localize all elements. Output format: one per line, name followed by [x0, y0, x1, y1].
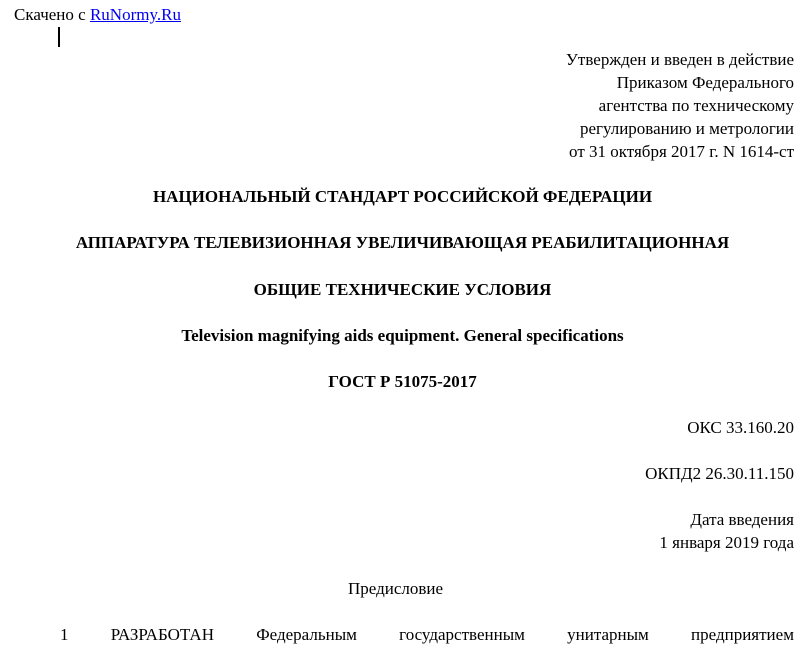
item-number: 1: [60, 625, 69, 644]
national-standard-title: НАЦИОНАЛЬНЫЙ СТАНДАРТ РОССИЙСКОЙ ФЕДЕРАЦИИ: [152, 187, 653, 206]
item-word: предприятием: [691, 625, 794, 644]
preface-item-1: [60, 624, 794, 646]
item-word: РАЗРАБОТАН: [110, 625, 214, 644]
okpd-code: ОКПД2 26.30.11.150: [645, 464, 794, 483]
download-prefix: Скачено с: [14, 5, 86, 24]
gost-number: ГОСТ Р 51075-2017: [328, 372, 477, 391]
item-word: унитарным: [567, 625, 649, 644]
item-word: Федеральным: [256, 625, 357, 644]
intro-date-value: 1 января 2019 года: [659, 533, 794, 552]
preface-heading: Предисловие: [348, 579, 444, 598]
approval-line: регулированию и метрологии: [579, 119, 794, 138]
equipment-title: АППАРАТУРА ТЕЛЕВИЗИОННАЯ УВЕЛИЧИВАЮЩАЯ РЕАБИЛИТАЦИОННАЯ: [75, 233, 730, 252]
runormy-link[interactable]: RuNormy.Ru: [89, 5, 181, 24]
general-specs-title: ОБЩИЕ ТЕХНИЧЕСКИЕ УСЛОВИЯ: [253, 280, 552, 299]
english-title: Television magnifying aids equipment. General specifications: [181, 326, 624, 345]
item-word: государственным: [399, 625, 525, 644]
approval-line: Утвержден и введен в действие: [565, 50, 794, 69]
text-cursor: [58, 27, 60, 47]
approval-line: от 31 октября 2017 г. N 1614-ст: [569, 142, 794, 161]
approval-line: Приказом Федерального: [616, 73, 794, 92]
download-source: [14, 4, 181, 26]
approval-line: агентства по техническому: [598, 96, 794, 115]
oks-code: ОКС 33.160.20: [687, 418, 794, 437]
intro-date-label: Дата введения: [690, 510, 794, 529]
